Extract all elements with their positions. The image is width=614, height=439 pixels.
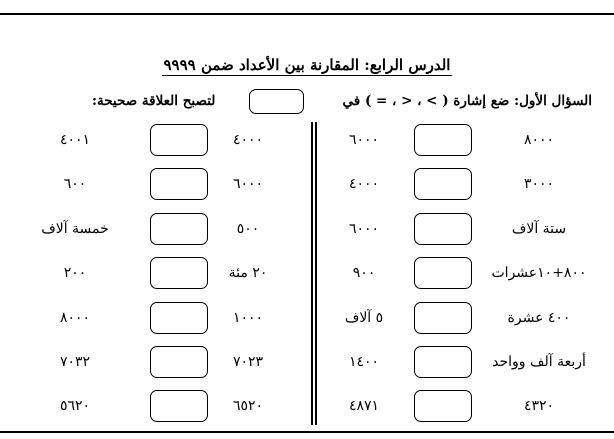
- answer-box[interactable]: [414, 168, 472, 200]
- comparison-right-operand: ١٤٠٠: [348, 354, 380, 370]
- answer-box[interactable]: [414, 390, 472, 422]
- comparison-left-operand: ٦٠٠٠: [232, 176, 264, 192]
- comparison-row: [314, 257, 614, 289]
- comparison-left-operand: ٤٠٠٠: [232, 132, 264, 148]
- comparison-left-operand: ٨٠٠+١٠عشرات: [491, 265, 587, 281]
- answer-box[interactable]: [150, 390, 208, 422]
- comparison-right-operand: خمسة آلاف: [41, 221, 109, 237]
- comparison-row: [0, 346, 300, 378]
- top-border-line: [0, 13, 614, 15]
- question-instruction: [0, 89, 614, 115]
- answer-box[interactable]: [150, 124, 208, 156]
- comparison-row: [314, 213, 614, 245]
- comparison-right-operand: ٥ آلاف: [344, 310, 384, 326]
- comparison-right-operand: ٥٦٢٠: [59, 398, 91, 414]
- comparison-left-operand: ٤٠٠ عشرة: [507, 310, 571, 326]
- comparison-row: [0, 168, 300, 200]
- column-divider-line: [311, 122, 313, 425]
- comparison-left-operand: ٨٠٠٠: [523, 132, 555, 148]
- answer-box[interactable]: [150, 213, 208, 245]
- instruction-text-end: لتصبح العلاقة صحيحة:: [92, 93, 216, 109]
- instruction-example-box: [249, 89, 304, 114]
- comparison-left-operand: ٢٠ مئة: [228, 265, 268, 281]
- comparison-row: [314, 346, 614, 378]
- comparison-left-operand: ٥٠٠: [236, 221, 260, 237]
- comparison-row: [314, 390, 614, 422]
- comparison-left-operand: ٧٠٢٣: [232, 354, 264, 370]
- comparison-right-operand: ٢٠٠: [63, 265, 87, 281]
- answer-box[interactable]: [150, 257, 208, 289]
- comparison-row: [314, 124, 614, 156]
- comparison-row: [314, 168, 614, 200]
- lesson-title-text: الدرس الرابع: المقارنة بين الأعداد ضمن ٩٩٩٩: [163, 56, 451, 74]
- comparison-right-operand: ٦٠٠: [63, 176, 87, 192]
- answer-box[interactable]: [414, 302, 472, 334]
- bottom-border-line: [0, 431, 614, 433]
- comparison-left-operand: ٣٠٠٠: [523, 176, 555, 192]
- comparison-right-operand: ٩٠٠: [352, 265, 376, 281]
- answer-box[interactable]: [414, 124, 472, 156]
- answer-box[interactable]: [150, 302, 208, 334]
- comparison-left-operand: ٦٥٢٠: [232, 398, 264, 414]
- comparison-row: [0, 302, 300, 334]
- comparison-row: [0, 390, 300, 422]
- comparison-left-operand: ٤٣٢٠: [523, 398, 555, 414]
- comparison-right-operand: ٨٠٠٠: [59, 310, 91, 326]
- answer-box[interactable]: [414, 257, 472, 289]
- lesson-title: [0, 56, 614, 76]
- comparison-right-operand: ٧٠٣٢: [59, 354, 91, 370]
- answer-box[interactable]: [414, 346, 472, 378]
- instruction-text-start: السؤال الأول: ضع إشارة ( > ، < ، = ) في: [342, 93, 592, 109]
- comparison-row: [0, 257, 300, 289]
- comparison-right-operand: ٦٠٠٠: [348, 132, 380, 148]
- left-comparison-column: [0, 124, 300, 424]
- comparison-row: [0, 213, 300, 245]
- right-comparison-column: [314, 124, 614, 424]
- comparison-left-operand: أربعة آلف وواحد: [492, 354, 586, 370]
- comparison-right-operand: ٦٠٠٠: [348, 221, 380, 237]
- answer-box[interactable]: [150, 346, 208, 378]
- comparison-row: [0, 124, 300, 156]
- comparison-right-operand: ٤٠٠٠: [348, 176, 380, 192]
- answer-box[interactable]: [414, 213, 472, 245]
- comparison-right-operand: ٤٠٠١: [59, 132, 91, 148]
- comparison-left-operand: ١٠٠٠: [232, 310, 264, 326]
- comparison-left-operand: ستة آلاف: [511, 221, 567, 237]
- answer-box[interactable]: [150, 168, 208, 200]
- comparison-row: [314, 302, 614, 334]
- comparison-right-operand: ٤٨٧١: [348, 398, 380, 414]
